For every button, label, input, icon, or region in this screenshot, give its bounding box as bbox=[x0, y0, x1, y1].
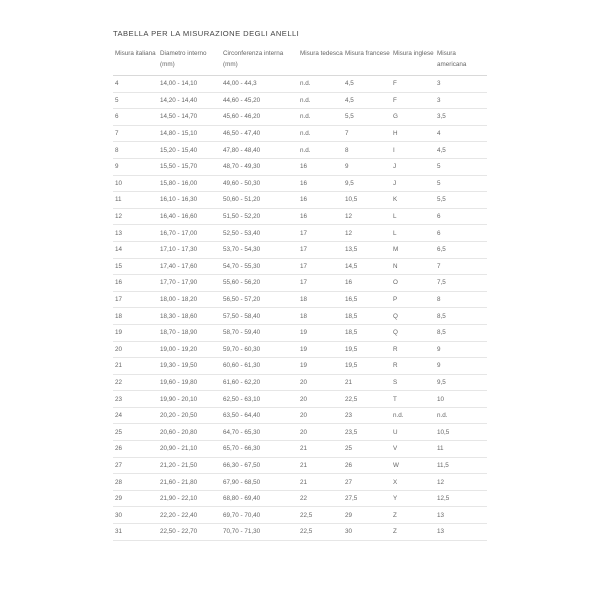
cell-german-size: 22 bbox=[298, 490, 343, 507]
cell-inner-diameter: 14,00 - 14,10 bbox=[158, 76, 221, 93]
cell-inner-circumference: 47,80 - 48,40 bbox=[221, 142, 298, 159]
table-row bbox=[113, 358, 487, 375]
cell-inner-circumference: 58,70 - 59,40 bbox=[221, 324, 298, 341]
table-row bbox=[113, 258, 487, 275]
cell-french-size: 13,5 bbox=[343, 241, 391, 258]
header-french-size: Misura francese bbox=[343, 48, 391, 76]
cell-english-size: Y bbox=[391, 490, 435, 507]
cell-american-size: 9,5 bbox=[435, 374, 487, 391]
cell-german-size: 19 bbox=[298, 358, 343, 375]
cell-inner-diameter: 14,20 - 14,40 bbox=[158, 92, 221, 109]
table-row bbox=[113, 192, 487, 209]
cell-english-size: T bbox=[391, 391, 435, 408]
cell-inner-circumference: 57,50 - 58,40 bbox=[221, 308, 298, 325]
cell-english-size: X bbox=[391, 474, 435, 491]
cell-french-size: 7 bbox=[343, 125, 391, 142]
cell-american-size: 5 bbox=[435, 158, 487, 175]
cell-english-size: W bbox=[391, 457, 435, 474]
header-english-size: Misura inglese bbox=[391, 48, 435, 76]
cell-american-size: 6,5 bbox=[435, 241, 487, 258]
cell-inner-circumference: 56,50 - 57,20 bbox=[221, 291, 298, 308]
cell-american-size: 6 bbox=[435, 208, 487, 225]
table-row bbox=[113, 275, 487, 292]
cell-english-size: Z bbox=[391, 524, 435, 541]
cell-italian-size: 19 bbox=[113, 324, 158, 341]
table-row bbox=[113, 490, 487, 507]
cell-inner-circumference: 48,70 - 49,30 bbox=[221, 158, 298, 175]
table-row bbox=[113, 208, 487, 225]
cell-american-size: 3 bbox=[435, 76, 487, 93]
table-row bbox=[113, 524, 487, 541]
cell-american-size: 9 bbox=[435, 358, 487, 375]
cell-french-size: 8 bbox=[343, 142, 391, 159]
cell-american-size: 7 bbox=[435, 258, 487, 275]
cell-german-size: n.d. bbox=[298, 109, 343, 126]
cell-inner-diameter: 20,90 - 21,10 bbox=[158, 441, 221, 458]
cell-german-size: n.d. bbox=[298, 76, 343, 93]
cell-inner-circumference: 70,70 - 71,30 bbox=[221, 524, 298, 541]
table-row bbox=[113, 407, 487, 424]
cell-german-size: 16 bbox=[298, 208, 343, 225]
cell-inner-circumference: 67,90 - 68,50 bbox=[221, 474, 298, 491]
cell-german-size: 18 bbox=[298, 308, 343, 325]
cell-german-size: 19 bbox=[298, 341, 343, 358]
header-italian-size: Misura italiana bbox=[113, 48, 158, 76]
cell-italian-size: 4 bbox=[113, 76, 158, 93]
cell-italian-size: 29 bbox=[113, 490, 158, 507]
cell-italian-size: 30 bbox=[113, 507, 158, 524]
cell-french-size: 5,5 bbox=[343, 109, 391, 126]
table-row bbox=[113, 158, 487, 175]
header-inner-diameter: Diametro interno (mm) bbox=[158, 48, 221, 76]
cell-italian-size: 20 bbox=[113, 341, 158, 358]
cell-french-size: 16,5 bbox=[343, 291, 391, 308]
cell-english-size: I bbox=[391, 142, 435, 159]
table-row bbox=[113, 241, 487, 258]
cell-german-size: n.d. bbox=[298, 92, 343, 109]
cell-french-size: 19,5 bbox=[343, 358, 391, 375]
cell-inner-circumference: 45,60 - 46,20 bbox=[221, 109, 298, 126]
cell-french-size: 21 bbox=[343, 374, 391, 391]
cell-german-size: 16 bbox=[298, 158, 343, 175]
cell-english-size: F bbox=[391, 92, 435, 109]
cell-french-size: 9,5 bbox=[343, 175, 391, 192]
cell-inner-diameter: 21,60 - 21,80 bbox=[158, 474, 221, 491]
cell-french-size: 23,5 bbox=[343, 424, 391, 441]
cell-german-size: 17 bbox=[298, 241, 343, 258]
cell-german-size: 18 bbox=[298, 291, 343, 308]
cell-english-size: M bbox=[391, 241, 435, 258]
cell-german-size: 20 bbox=[298, 374, 343, 391]
cell-french-size: 18,5 bbox=[343, 308, 391, 325]
cell-inner-diameter: 22,20 - 22,40 bbox=[158, 507, 221, 524]
cell-english-size: F bbox=[391, 76, 435, 93]
cell-german-size: n.d. bbox=[298, 125, 343, 142]
cell-french-size: 16 bbox=[343, 275, 391, 292]
cell-italian-size: 6 bbox=[113, 109, 158, 126]
cell-inner-diameter: 16,70 - 17,00 bbox=[158, 225, 221, 242]
cell-english-size: V bbox=[391, 441, 435, 458]
cell-american-size: 13 bbox=[435, 507, 487, 524]
cell-italian-size: 15 bbox=[113, 258, 158, 275]
cell-french-size: 19,5 bbox=[343, 341, 391, 358]
cell-american-size: 13 bbox=[435, 524, 487, 541]
table-row bbox=[113, 308, 487, 325]
table-row bbox=[113, 175, 487, 192]
header-row bbox=[113, 48, 487, 76]
cell-english-size: G bbox=[391, 109, 435, 126]
cell-french-size: 4,5 bbox=[343, 92, 391, 109]
cell-italian-size: 25 bbox=[113, 424, 158, 441]
cell-inner-circumference: 60,60 - 61,30 bbox=[221, 358, 298, 375]
cell-inner-circumference: 51,50 - 52,20 bbox=[221, 208, 298, 225]
ring-size-chart bbox=[113, 28, 487, 541]
cell-french-size: 29 bbox=[343, 507, 391, 524]
cell-inner-circumference: 64,70 - 65,30 bbox=[221, 424, 298, 441]
table-row bbox=[113, 291, 487, 308]
cell-italian-size: 24 bbox=[113, 407, 158, 424]
cell-inner-circumference: 54,70 - 55,30 bbox=[221, 258, 298, 275]
cell-italian-size: 16 bbox=[113, 275, 158, 292]
cell-french-size: 12 bbox=[343, 225, 391, 242]
cell-inner-circumference: 55,60 - 56,20 bbox=[221, 275, 298, 292]
cell-french-size: 4,5 bbox=[343, 76, 391, 93]
cell-american-size: 11,5 bbox=[435, 457, 487, 474]
cell-inner-circumference: 46,50 - 47,40 bbox=[221, 125, 298, 142]
cell-english-size: O bbox=[391, 275, 435, 292]
cell-inner-circumference: 49,60 - 50,30 bbox=[221, 175, 298, 192]
cell-german-size: 19 bbox=[298, 324, 343, 341]
cell-english-size: Q bbox=[391, 308, 435, 325]
cell-inner-circumference: 44,60 - 45,20 bbox=[221, 92, 298, 109]
cell-american-size: n.d. bbox=[435, 407, 487, 424]
cell-english-size: n.d. bbox=[391, 407, 435, 424]
cell-american-size: 12 bbox=[435, 474, 487, 491]
table-row bbox=[113, 391, 487, 408]
cell-german-size: 21 bbox=[298, 474, 343, 491]
cell-german-size: n.d. bbox=[298, 142, 343, 159]
cell-american-size: 4 bbox=[435, 125, 487, 142]
header-american-size: Misura americana bbox=[435, 48, 487, 76]
cell-inner-circumference: 53,70 - 54,30 bbox=[221, 241, 298, 258]
cell-inner-diameter: 17,40 - 17,60 bbox=[158, 258, 221, 275]
header-german-size: Misura tedesca bbox=[298, 48, 343, 76]
cell-american-size: 4,5 bbox=[435, 142, 487, 159]
cell-german-size: 17 bbox=[298, 258, 343, 275]
cell-english-size: J bbox=[391, 175, 435, 192]
table-body bbox=[113, 76, 487, 541]
cell-french-size: 18,5 bbox=[343, 324, 391, 341]
cell-american-size: 8,5 bbox=[435, 324, 487, 341]
cell-italian-size: 5 bbox=[113, 92, 158, 109]
table-row bbox=[113, 474, 487, 491]
cell-italian-size: 28 bbox=[113, 474, 158, 491]
cell-english-size: Z bbox=[391, 507, 435, 524]
cell-inner-diameter: 18,00 - 18,20 bbox=[158, 291, 221, 308]
table-row bbox=[113, 457, 487, 474]
cell-french-size: 26 bbox=[343, 457, 391, 474]
cell-inner-circumference: 52,50 - 53,40 bbox=[221, 225, 298, 242]
table-row bbox=[113, 324, 487, 341]
cell-inner-diameter: 15,20 - 15,40 bbox=[158, 142, 221, 159]
table-row bbox=[113, 125, 487, 142]
cell-american-size: 6 bbox=[435, 225, 487, 242]
cell-inner-diameter: 16,40 - 16,60 bbox=[158, 208, 221, 225]
cell-inner-diameter: 16,10 - 16,30 bbox=[158, 192, 221, 209]
cell-inner-diameter: 21,90 - 22,10 bbox=[158, 490, 221, 507]
cell-american-size: 9 bbox=[435, 341, 487, 358]
cell-german-size: 22,5 bbox=[298, 524, 343, 541]
cell-inner-circumference: 61,60 - 62,20 bbox=[221, 374, 298, 391]
cell-inner-diameter: 19,90 - 20,10 bbox=[158, 391, 221, 408]
cell-french-size: 27,5 bbox=[343, 490, 391, 507]
cell-english-size: L bbox=[391, 225, 435, 242]
cell-inner-diameter: 18,70 - 18,90 bbox=[158, 324, 221, 341]
cell-italian-size: 13 bbox=[113, 225, 158, 242]
cell-english-size: Q bbox=[391, 324, 435, 341]
cell-english-size: S bbox=[391, 374, 435, 391]
cell-inner-circumference: 50,60 - 51,20 bbox=[221, 192, 298, 209]
cell-french-size: 27 bbox=[343, 474, 391, 491]
cell-inner-diameter: 15,50 - 15,70 bbox=[158, 158, 221, 175]
cell-italian-size: 18 bbox=[113, 308, 158, 325]
cell-american-size: 12,5 bbox=[435, 490, 487, 507]
cell-american-size: 3 bbox=[435, 92, 487, 109]
cell-inner-diameter: 19,60 - 19,80 bbox=[158, 374, 221, 391]
cell-english-size: N bbox=[391, 258, 435, 275]
table-row bbox=[113, 374, 487, 391]
table-row bbox=[113, 341, 487, 358]
cell-inner-circumference: 59,70 - 60,30 bbox=[221, 341, 298, 358]
cell-american-size: 8 bbox=[435, 291, 487, 308]
chart-title: TABELLA PER LA MISURAZIONE DEGLI ANELLI bbox=[113, 29, 300, 38]
cell-inner-diameter: 22,50 - 22,70 bbox=[158, 524, 221, 541]
cell-english-size: K bbox=[391, 192, 435, 209]
table-header bbox=[113, 48, 487, 76]
cell-french-size: 14,5 bbox=[343, 258, 391, 275]
table-row bbox=[113, 92, 487, 109]
cell-american-size: 3,5 bbox=[435, 109, 487, 126]
cell-italian-size: 31 bbox=[113, 524, 158, 541]
cell-american-size: 11 bbox=[435, 441, 487, 458]
cell-english-size: P bbox=[391, 291, 435, 308]
cell-inner-diameter: 19,00 - 19,20 bbox=[158, 341, 221, 358]
cell-german-size: 21 bbox=[298, 441, 343, 458]
cell-english-size: R bbox=[391, 358, 435, 375]
cell-italian-size: 22 bbox=[113, 374, 158, 391]
cell-french-size: 25 bbox=[343, 441, 391, 458]
cell-inner-diameter: 17,10 - 17,30 bbox=[158, 241, 221, 258]
cell-italian-size: 17 bbox=[113, 291, 158, 308]
cell-english-size: U bbox=[391, 424, 435, 441]
cell-inner-diameter: 14,50 - 14,70 bbox=[158, 109, 221, 126]
cell-french-size: 12 bbox=[343, 208, 391, 225]
cell-german-size: 20 bbox=[298, 391, 343, 408]
cell-inner-circumference: 66,30 - 67,50 bbox=[221, 457, 298, 474]
cell-italian-size: 9 bbox=[113, 158, 158, 175]
table-row bbox=[113, 142, 487, 159]
cell-inner-circumference: 62,50 - 63,10 bbox=[221, 391, 298, 408]
cell-german-size: 21 bbox=[298, 457, 343, 474]
cell-inner-circumference: 63,50 - 64,40 bbox=[221, 407, 298, 424]
table-row bbox=[113, 225, 487, 242]
cell-inner-circumference: 69,70 - 70,40 bbox=[221, 507, 298, 524]
cell-german-size: 17 bbox=[298, 225, 343, 242]
cell-english-size: L bbox=[391, 208, 435, 225]
cell-inner-circumference: 44,00 - 44,3 bbox=[221, 76, 298, 93]
cell-american-size: 5,5 bbox=[435, 192, 487, 209]
cell-american-size: 8,5 bbox=[435, 308, 487, 325]
cell-inner-diameter: 20,20 - 20,50 bbox=[158, 407, 221, 424]
cell-german-size: 16 bbox=[298, 192, 343, 209]
cell-italian-size: 27 bbox=[113, 457, 158, 474]
cell-inner-diameter: 21,20 - 21,50 bbox=[158, 457, 221, 474]
cell-french-size: 22,5 bbox=[343, 391, 391, 408]
cell-french-size: 10,5 bbox=[343, 192, 391, 209]
table-row bbox=[113, 109, 487, 126]
cell-american-size: 10,5 bbox=[435, 424, 487, 441]
cell-american-size: 7,5 bbox=[435, 275, 487, 292]
cell-french-size: 9 bbox=[343, 158, 391, 175]
cell-german-size: 22,5 bbox=[298, 507, 343, 524]
ring-size-table bbox=[113, 48, 487, 541]
cell-american-size: 10 bbox=[435, 391, 487, 408]
cell-italian-size: 14 bbox=[113, 241, 158, 258]
cell-italian-size: 10 bbox=[113, 175, 158, 192]
cell-english-size: J bbox=[391, 158, 435, 175]
table-row bbox=[113, 76, 487, 93]
cell-italian-size: 7 bbox=[113, 125, 158, 142]
cell-english-size: R bbox=[391, 341, 435, 358]
cell-inner-circumference: 68,80 - 69,40 bbox=[221, 490, 298, 507]
cell-french-size: 30 bbox=[343, 524, 391, 541]
cell-american-size: 5 bbox=[435, 175, 487, 192]
cell-italian-size: 21 bbox=[113, 358, 158, 375]
cell-inner-diameter: 14,80 - 15,10 bbox=[158, 125, 221, 142]
cell-italian-size: 26 bbox=[113, 441, 158, 458]
table-row bbox=[113, 441, 487, 458]
cell-italian-size: 23 bbox=[113, 391, 158, 408]
cell-inner-circumference: 65,70 - 66,30 bbox=[221, 441, 298, 458]
cell-german-size: 20 bbox=[298, 407, 343, 424]
cell-italian-size: 12 bbox=[113, 208, 158, 225]
cell-inner-diameter: 17,70 - 17,90 bbox=[158, 275, 221, 292]
cell-english-size: H bbox=[391, 125, 435, 142]
cell-inner-diameter: 20,60 - 20,80 bbox=[158, 424, 221, 441]
cell-italian-size: 11 bbox=[113, 192, 158, 209]
cell-french-size: 23 bbox=[343, 407, 391, 424]
cell-inner-diameter: 15,80 - 16,00 bbox=[158, 175, 221, 192]
cell-italian-size: 8 bbox=[113, 142, 158, 159]
header-inner-circumference: Circonferenza interna (mm) bbox=[221, 48, 298, 76]
table-row bbox=[113, 424, 487, 441]
cell-inner-diameter: 18,30 - 18,60 bbox=[158, 308, 221, 325]
cell-german-size: 20 bbox=[298, 424, 343, 441]
table-row bbox=[113, 507, 487, 524]
cell-inner-diameter: 19,30 - 19,50 bbox=[158, 358, 221, 375]
cell-german-size: 17 bbox=[298, 275, 343, 292]
cell-german-size: 16 bbox=[298, 175, 343, 192]
